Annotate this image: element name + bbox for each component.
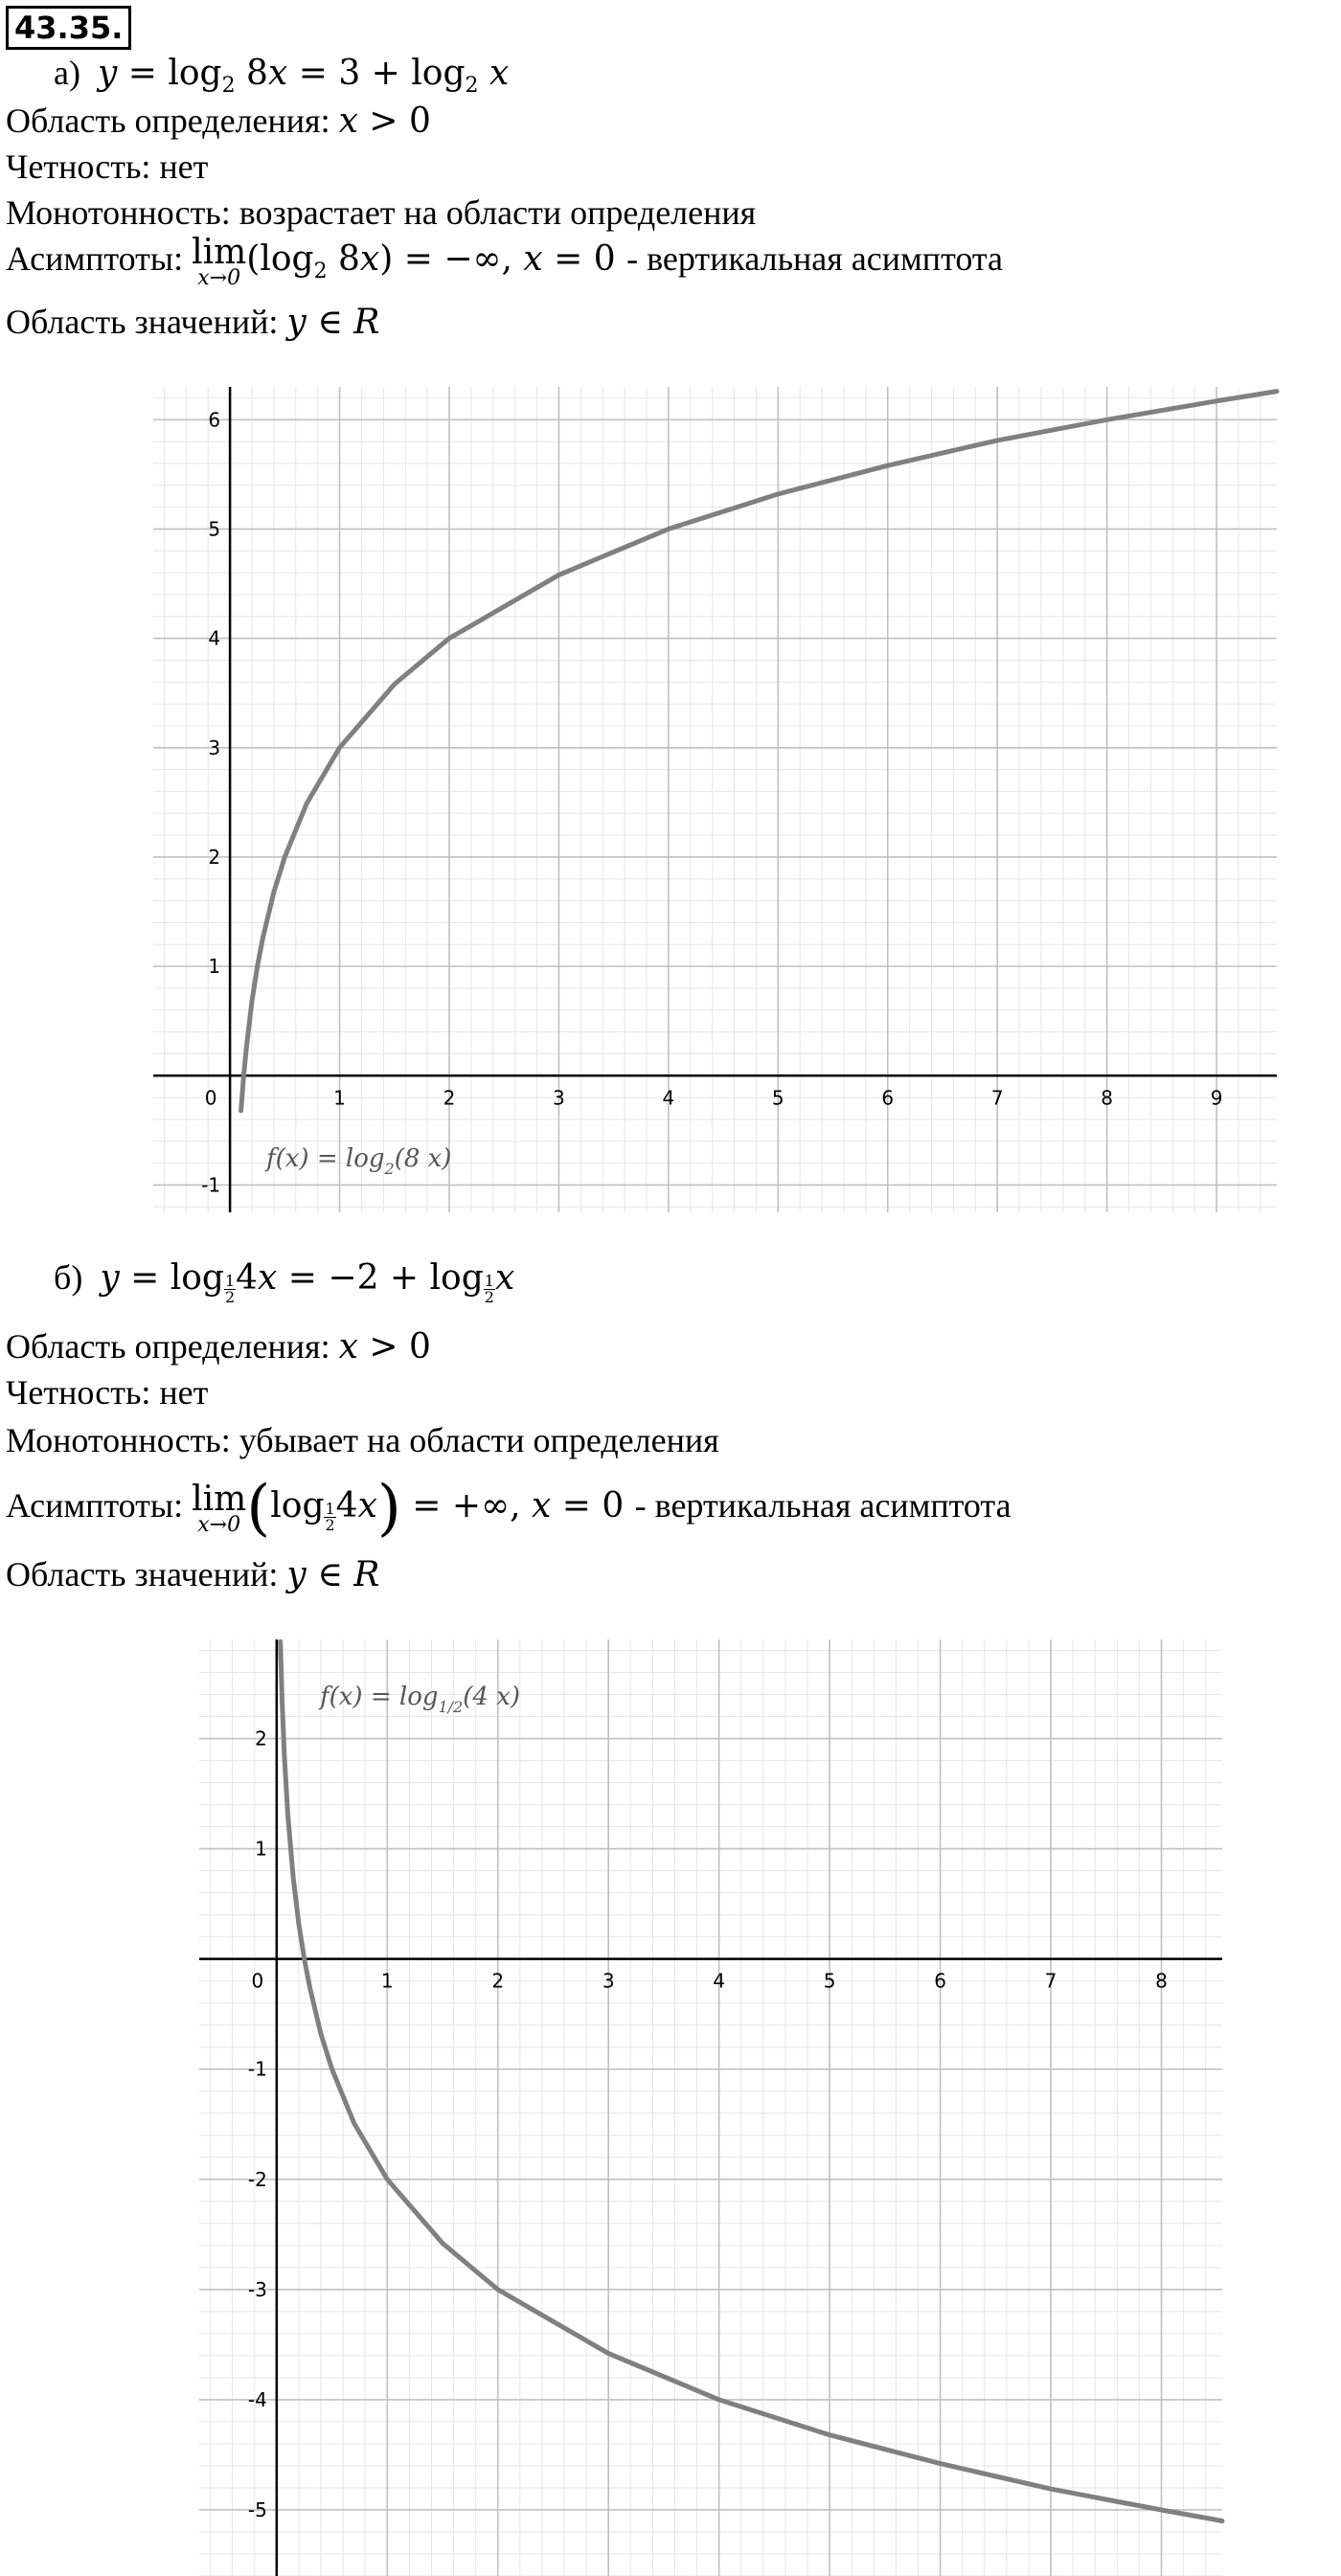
y-tick-label: 5 bbox=[208, 517, 221, 541]
y-tick-label: 3 bbox=[208, 735, 221, 759]
y-tick-label: -1 bbox=[201, 1173, 221, 1197]
x-tick-label: 6 bbox=[881, 1086, 895, 1110]
part-b-monotonic: Монотонность: убывает на области определения bbox=[6, 1421, 719, 1459]
x-tick-label: 2 bbox=[443, 1086, 456, 1110]
x-tick-label: 3 bbox=[602, 1969, 615, 1993]
part-b-range: Область значений: y ∈ R bbox=[6, 1555, 380, 1594]
y-tick-label: 6 bbox=[208, 408, 221, 432]
x-tick-label: 7 bbox=[1044, 1969, 1057, 1993]
y-tick-label: 2 bbox=[208, 845, 221, 869]
x-tick-label: 0 bbox=[251, 1969, 264, 1993]
x-tick-label: 5 bbox=[771, 1086, 784, 1110]
x-tick-label: 8 bbox=[1101, 1086, 1113, 1110]
problem-number: 43.35. bbox=[6, 6, 131, 50]
y-tick-label: -2 bbox=[247, 2167, 267, 2191]
y-tick-label: -3 bbox=[247, 2277, 267, 2301]
x-tick-label: 1 bbox=[380, 1969, 394, 1993]
y-tick-label: -5 bbox=[247, 2497, 267, 2521]
x-tick-label: 9 bbox=[1210, 1086, 1223, 1110]
y-tick-label: 2 bbox=[255, 1727, 267, 1751]
x-tick-label: 7 bbox=[990, 1086, 1004, 1110]
part-a-label: а) bbox=[54, 54, 80, 92]
chart-a-group bbox=[153, 387, 1277, 1212]
x-tick-label: 1 bbox=[333, 1086, 346, 1110]
chart-b-group bbox=[199, 1639, 1222, 2576]
x-tick-label: 8 bbox=[1155, 1969, 1168, 1993]
part-a-domain: Область определения: x > 0 bbox=[6, 102, 431, 141]
part-a-formula: а) $y = \log_2 8x = 3 + \log_2 x$ bbox=[54, 54, 510, 98]
y-tick-label: 1 bbox=[208, 955, 221, 979]
part-b-domain: Область определения: x > 0 bbox=[6, 1327, 431, 1367]
y-tick-label: 4 bbox=[208, 626, 221, 650]
function-curve bbox=[281, 1641, 1222, 2520]
part-b-parity: Четность: нет bbox=[6, 1373, 209, 1412]
part-b-asymptote: Асимптоты: lim x→0 (log $\frac{1}{2}$ 4x) = +∞, x = 0 - вертикальная асимптота bbox=[6, 1473, 1011, 1544]
y-tick-label: 1 bbox=[255, 1837, 267, 1861]
y-tick-label: -1 bbox=[247, 2057, 267, 2081]
x-tick-label: 2 bbox=[491, 1969, 505, 1993]
part-a-asymptote: Асимптоты: lim x→0 ($\log_2$ 8x) = −∞, x = 0 - вертикальная асимптота bbox=[6, 233, 1003, 290]
part-b-label: б) bbox=[54, 1258, 83, 1297]
part-a-range: Область значений: y ∈ R bbox=[6, 303, 380, 342]
x-tick-label: 0 bbox=[204, 1086, 217, 1110]
x-tick-label: 3 bbox=[553, 1086, 565, 1110]
x-tick-label: 5 bbox=[823, 1969, 836, 1993]
function-curve bbox=[241, 392, 1277, 1111]
part-a-monotonic: Монотонность: возрастает на области определения bbox=[6, 193, 757, 232]
x-tick-label: 6 bbox=[934, 1969, 946, 1993]
y-tick-label: -4 bbox=[247, 2387, 267, 2411]
part-b-formula: б) y = log $\frac{1}{2}$ 4x = −2 + log $\frac{1}{2}$ x bbox=[54, 1258, 515, 1306]
function-label: $f(x) = \log_{1/2}(4$ x) bbox=[320, 1683, 521, 1716]
part-a-parity: Четность: нет bbox=[6, 147, 209, 186]
function-label: $f(x) = \log_2(8$ x) bbox=[266, 1144, 452, 1178]
x-tick-label: 4 bbox=[713, 1969, 726, 1993]
x-tick-label: 4 bbox=[662, 1086, 675, 1110]
